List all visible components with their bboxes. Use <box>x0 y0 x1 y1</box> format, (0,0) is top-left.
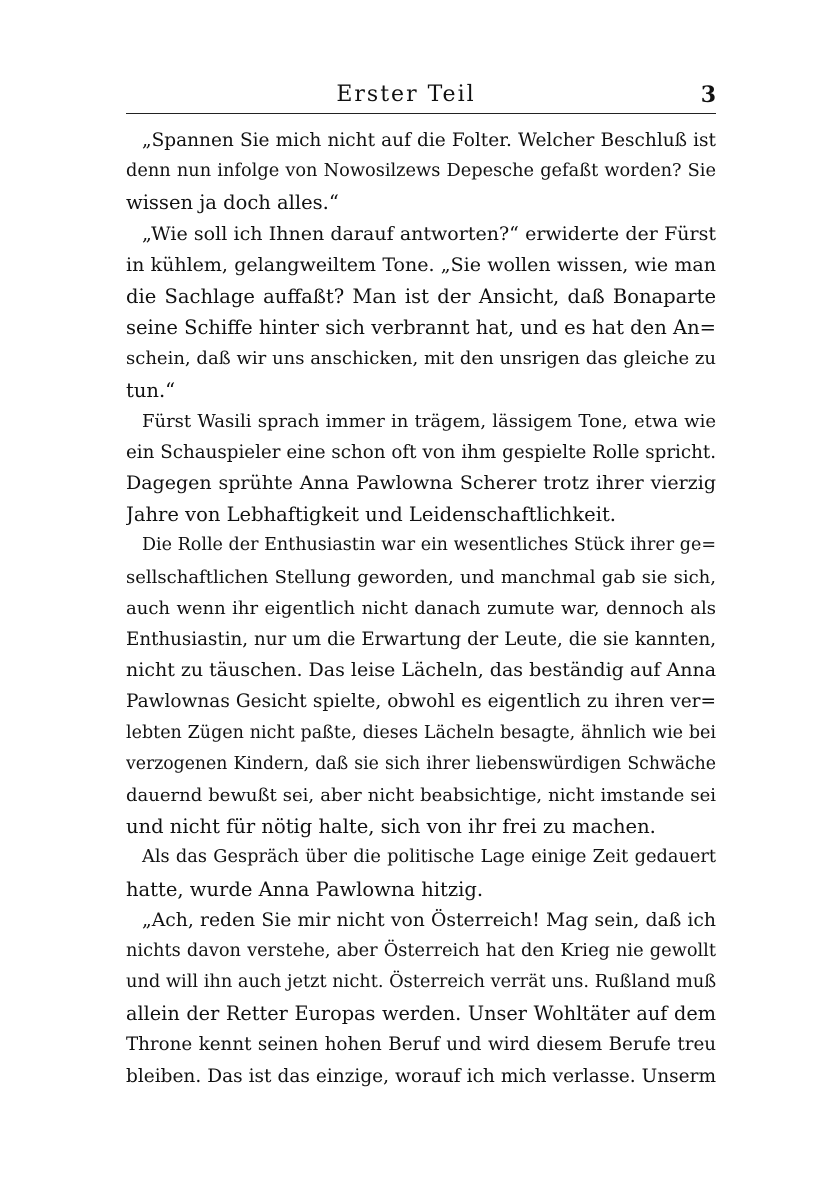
text-line: seine Schiffe hinter sich verbrannt hat, und es hat den An= <box>126 316 716 340</box>
header-rule <box>126 113 716 114</box>
text-line: Fürst Wasili sprach immer in trägem, lässigem Tone, etwa wie <box>142 410 716 432</box>
text-line: sellschaftlichen Stellung geworden, und manchmal gab sie sich, <box>126 566 716 588</box>
text-line: verzogenen Kindern, daß sie sich ihrer liebenswürdigen Schwäche <box>126 753 716 774</box>
running-head <box>126 80 716 110</box>
body-text <box>126 125 716 1092</box>
text-line: die Sachlage auffaßt? Man ist der Ansicht, daß Bonaparte <box>126 284 716 308</box>
text-line: allein der Retter Europas werden. Unser Wohltäter auf dem <box>126 1002 716 1026</box>
text-line: bleiben. Das ist das einzige, worauf ich mich verlasse. Unserm <box>126 1065 716 1087</box>
text-line: und will ihn auch jetzt nicht. Österreich verrät uns. Rußland muß <box>126 972 716 993</box>
text-line: und nicht für nötig halte, sich von ihr frei zu machen. <box>126 815 656 839</box>
running-head-title: Erster Teil <box>336 82 476 107</box>
text-line: ein Schauspieler eine schon oft von ihm gespielte Rolle spricht. <box>126 441 716 463</box>
text-line: „Spannen Sie mich nicht auf die Folter. Welcher Beschluß ist <box>142 130 716 151</box>
text-line: nicht zu täuschen. Das leise Lächeln, das beständig auf Anna <box>126 659 716 682</box>
text-line: schein, daß wir uns anschicken, mit den unsrigen das gleiche zu <box>126 348 716 370</box>
text-line: hatte, wurde Anna Pawlowna hitzig. <box>126 877 484 901</box>
text-line: dauernd bewußt sei, aber nicht beabsichtige, nicht imstande sei <box>126 784 716 806</box>
text-line: Enthusiastin, nur um die Erwartung der Leute, die sie kannten, <box>126 629 716 650</box>
text-line: nichts davon verstehe, aber Österreich hat den Krieg nie gewollt <box>126 940 716 961</box>
text-line: tun.“ <box>126 378 176 402</box>
text-line: lebten Zügen nicht paßte, dieses Lächeln besagte, ähnlich wie bei <box>126 722 716 743</box>
text-line: auch wenn ihr eigentlich nicht danach zumute war, dennoch als <box>126 597 716 619</box>
text-line: wissen ja doch alles.“ <box>126 191 339 215</box>
text-line: Pawlownas Gesicht spielte, obwohl es eigentlich zu ihren ver= <box>126 691 716 713</box>
text-line: denn nun infolge von Nowosilzews Depesche gefaßt worden? Sie <box>126 161 716 182</box>
text-line: „Wie soll ich Ihnen darauf antworten?“ erwiderte der Fürst <box>142 222 716 245</box>
text-line: Dagegen sprühte Anna Pawlowna Scherer trotz ihrer vierzig <box>126 472 716 495</box>
text-line: Throne kennt seinen hohen Beruf und wird diesem Berufe treu <box>126 1034 716 1056</box>
text-line: in kühlem, gelangweiltem Tone. „Sie wollen wissen, wie man <box>126 253 716 276</box>
text-line: „Ach, reden Sie mir nicht von Österreich! Mag sein, daß ich <box>142 909 716 931</box>
page-number: 3 <box>700 82 716 108</box>
text-line: Als das Gespräch über die politische Lage einige Zeit gedauert <box>142 847 716 868</box>
text-line: Jahre von Lebhaftigkeit und Leidenschaftlichkeit. <box>126 503 616 527</box>
text-line: Die Rolle der Enthusiastin war ein wesentliches Stück ihrer ge= <box>142 535 716 556</box>
